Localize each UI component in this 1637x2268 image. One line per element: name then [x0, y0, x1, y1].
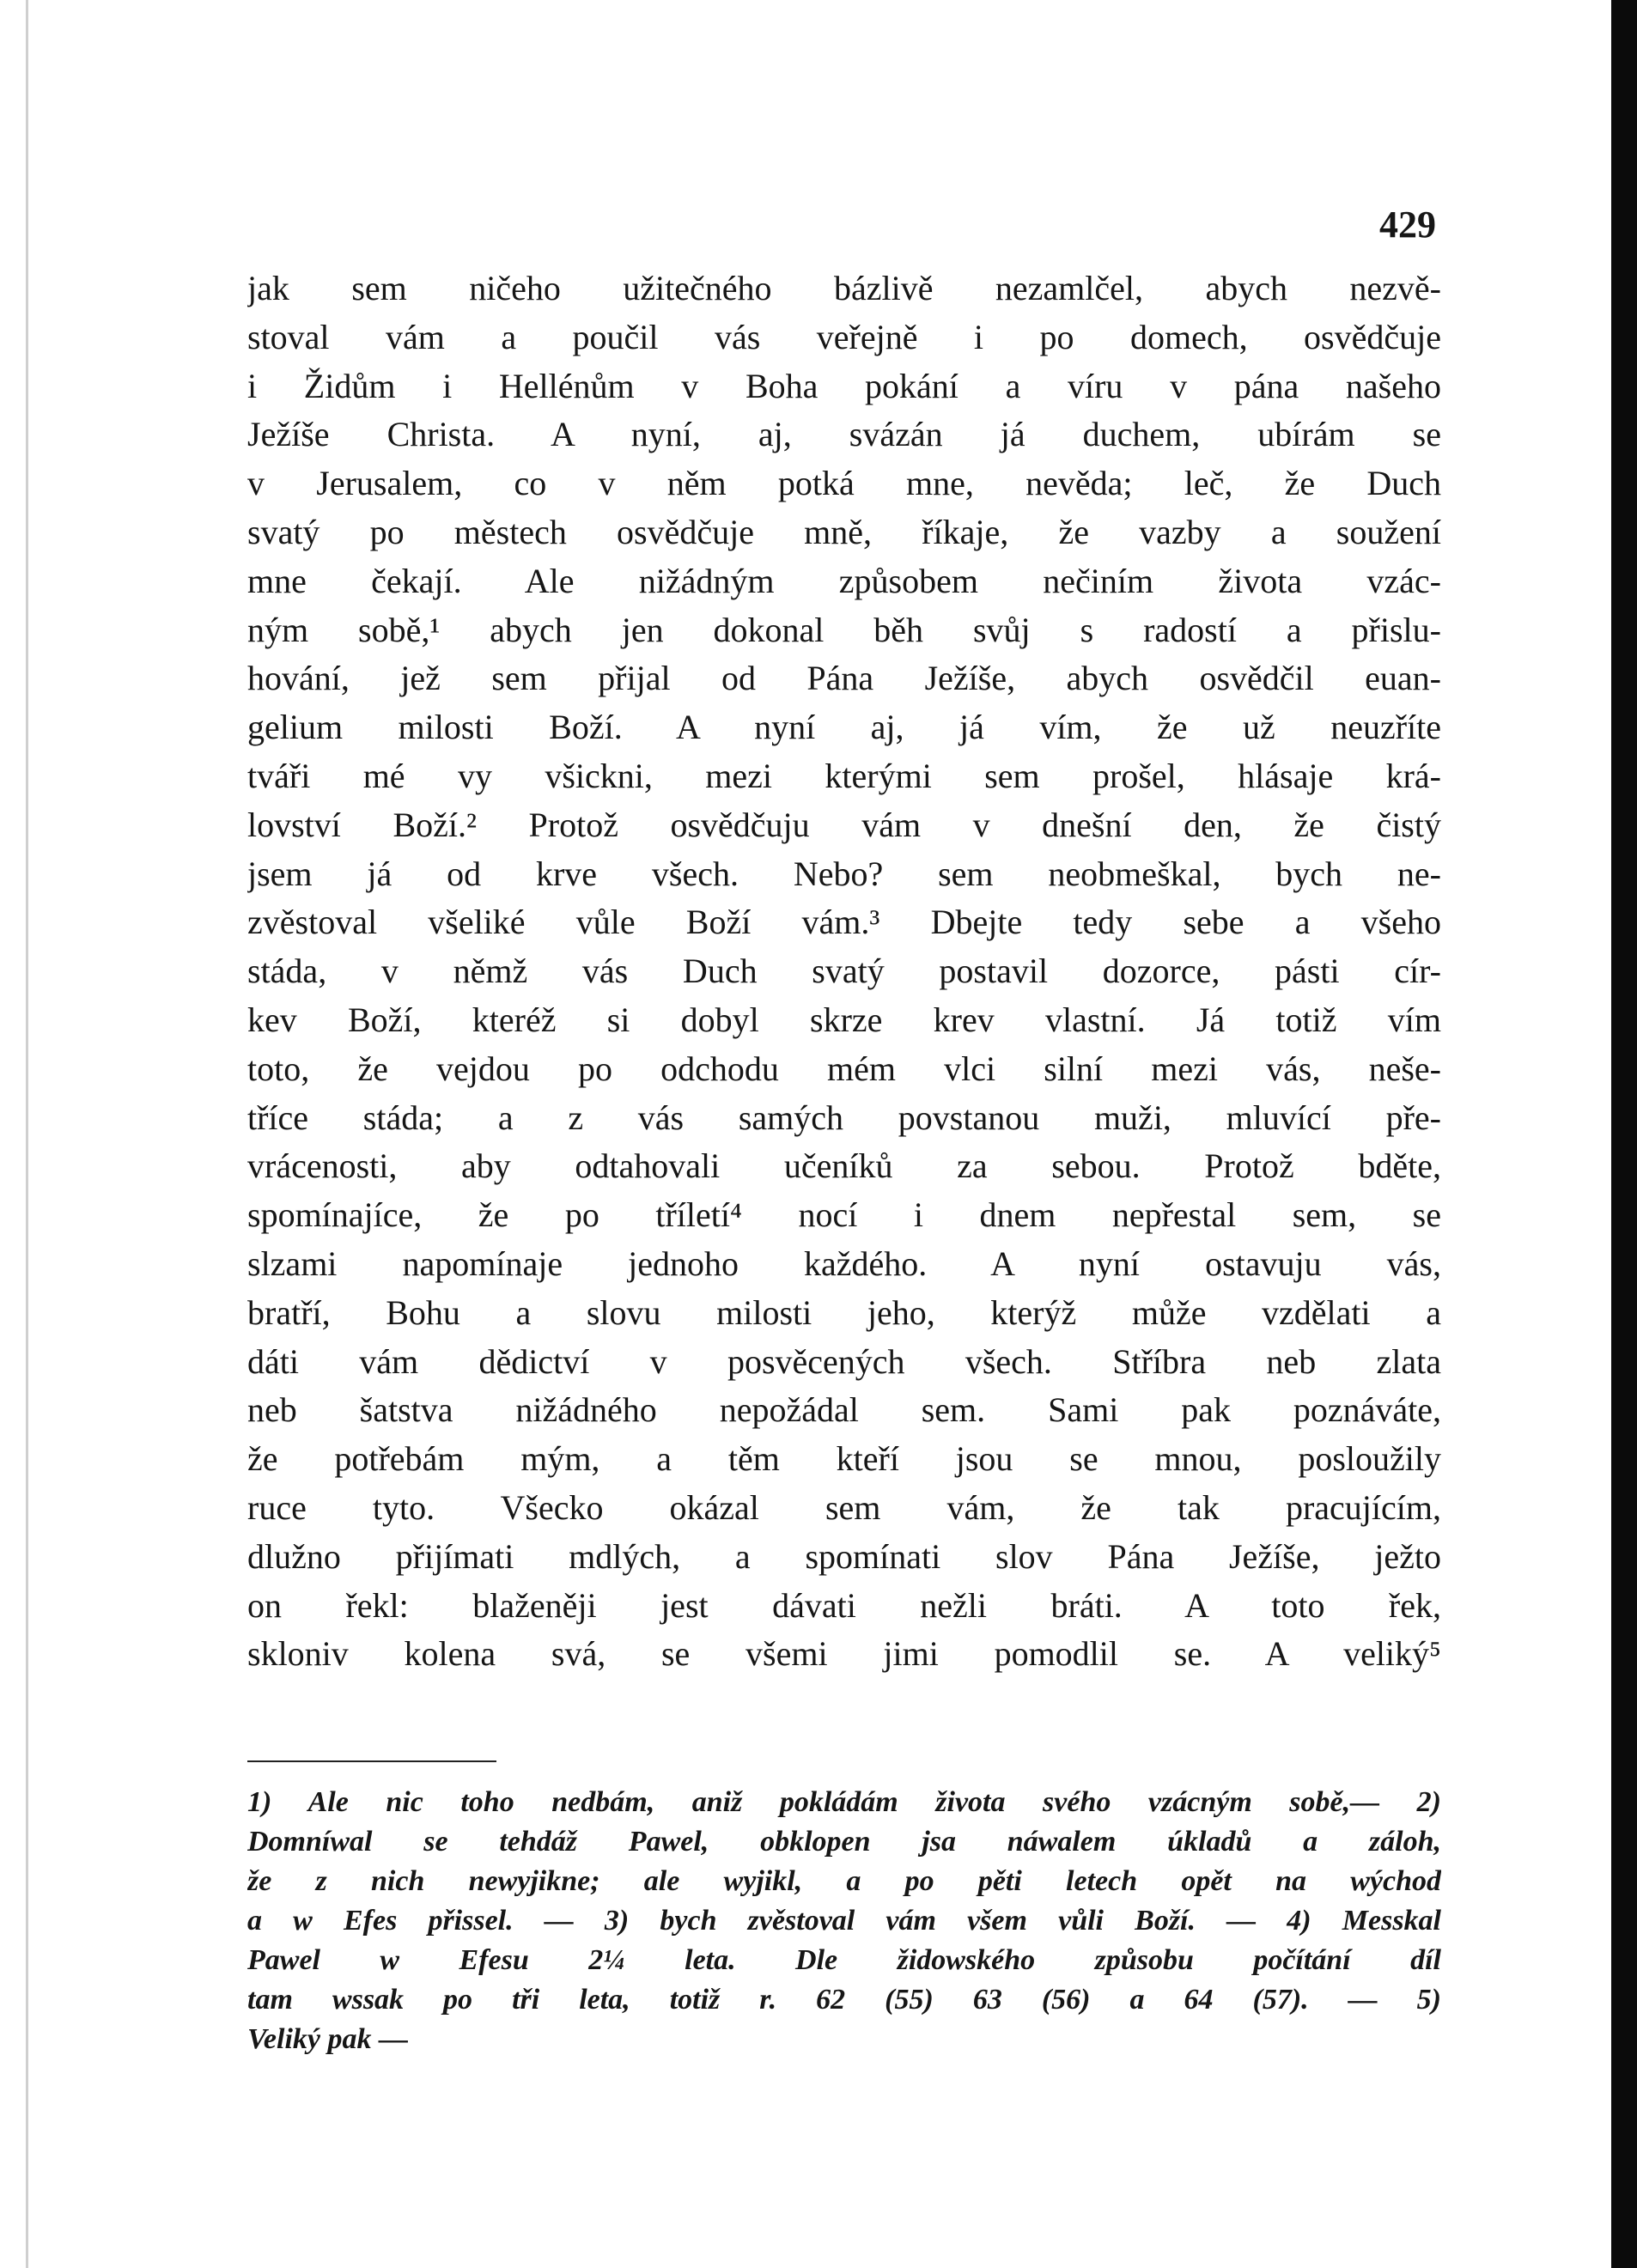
- text-line: kev Boží, kteréž si dobyl skrze krev vlastní. Já totiž vím: [247, 1000, 1441, 1039]
- footnote-line: tam wssak po tři leta, totiž r. 62 (55) 63 (56) a 64 (57). — 5): [247, 1984, 1441, 2016]
- text-line: stáda, v němž vás Duch svatý postavil dozorce, pásti cír-: [247, 952, 1441, 991]
- footnote-line: Pawel w Efesu 2¼ leta. Dle židowského způsobu počítání díl: [247, 1944, 1441, 1976]
- footnotes: [247, 1783, 1441, 2059]
- text-line: dlužno přijímati mdlých, a spomínati slov Pána Ježíše, ježto: [247, 1536, 1441, 1576]
- text-line: že potřebám mým, a těm kteří jsou se mnou, posloužily: [247, 1439, 1441, 1479]
- text-line: jsem já od krve všech. Nebo? sem neobmeškal, bych ne-: [247, 854, 1441, 893]
- footnote-line: 1) Ale nic toho nedbám, aniž pokládám života svého vzácným sobě,— 2): [247, 1786, 1441, 1818]
- text-line: lovství Boží.² Protož osvědčuju vám v dnešní den, že čistý: [247, 805, 1441, 844]
- text-line: toto, že vejdou po odchodu mém vlci silní mezi vás, neše-: [247, 1049, 1441, 1088]
- footnote-line: Domníwal se tehdáž Pawel, obklopen jsa náwalem úkladů a záloh,: [247, 1826, 1441, 1858]
- footnote-line: a w Efes přissel. — 3) bych zvěstoval vám všem vůli Boží. — 4) Messkal: [247, 1905, 1441, 1937]
- text-line: skloniv kolena svá, se všemi jimi pomodlil se. A veliký⁵: [247, 1634, 1441, 1674]
- text-line: bratří, Bohu a slovu milosti jeho, kterýž může vzdělati a: [247, 1292, 1441, 1332]
- text-line: Ježíše Christa. A nyní, aj, svázán já duchem, ubírám se: [247, 415, 1441, 454]
- main-text: [247, 264, 1441, 1679]
- text-line: svatý po městech osvědčuje mně, říkaje, že vazby a soužení: [247, 512, 1441, 551]
- footnote-line: Veliký pak —: [247, 2023, 408, 2055]
- text-line: gelium milosti Boží. A nyní aj, já vím, že už neuzříte: [247, 708, 1441, 747]
- text-line: jak sem ničeho užitečného bázlivě nezamlčel, abych nezvě-: [247, 269, 1441, 307]
- text-line: spomínajíce, že po tříletí⁴ nocí i dnem nepřestal sem, se: [247, 1195, 1441, 1235]
- text-line: on řekl: blaženěji jest dávati nežli bráti. A toto řek,: [247, 1585, 1441, 1625]
- text-line: dáti vám dědictví v posvěcených všech. Stříbra neb zlata: [247, 1341, 1441, 1381]
- text-line: slzami napomínaje jednoho každého. A nyní ostavuju vás,: [247, 1243, 1441, 1283]
- text-line: vrácenosti, aby odtahovali učeníků za sebou. Protož bděte,: [247, 1146, 1441, 1186]
- text-line: ným sobě,¹ abych jen dokonal běh svůj s radostí a přislu-: [247, 610, 1441, 649]
- text-line: ruce tyto. Všecko okázal sem vám, že tak pracujícím,: [247, 1487, 1441, 1527]
- scan-left-edge: [26, 0, 28, 2268]
- text-line: v Jerusalem, co v něm potká mne, nevěda; leč, že Duch: [247, 464, 1441, 503]
- footnote-separator: [247, 1760, 496, 1762]
- scan-right-edge: [1611, 0, 1637, 2268]
- text-line: hování, jež sem přijal od Pána Ježíše, abych osvědčil euan-: [247, 659, 1441, 698]
- text-line: zvěstoval všeliké vůle Boží vám.³ Dbejte tedy sebe a všeho: [247, 903, 1441, 942]
- page-number: 429: [1379, 204, 1436, 246]
- text-line: stoval vám a poučil vás veřejně i po domech, osvědčuje: [247, 317, 1441, 356]
- text-line: tváři mé vy všickni, mezi kterými sem prošel, hlásaje krá-: [247, 756, 1441, 795]
- footnote-line: že z nich newyjikne; ale wyjikl, a po pěti letech opět na wýchod: [247, 1865, 1441, 1897]
- text-line: neb šatstva nižádného nepožádal sem. Sami pak poznáváte,: [247, 1390, 1441, 1430]
- text-line: i Židům i Hellénům v Boha pokání a víru v pána našeho: [247, 366, 1441, 405]
- text-line: tříce stáda; a z vás samých povstanou muži, mluvící pře-: [247, 1098, 1441, 1137]
- text-line: mne čekají. Ale nižádným způsobem nečiním života vzác-: [247, 561, 1441, 600]
